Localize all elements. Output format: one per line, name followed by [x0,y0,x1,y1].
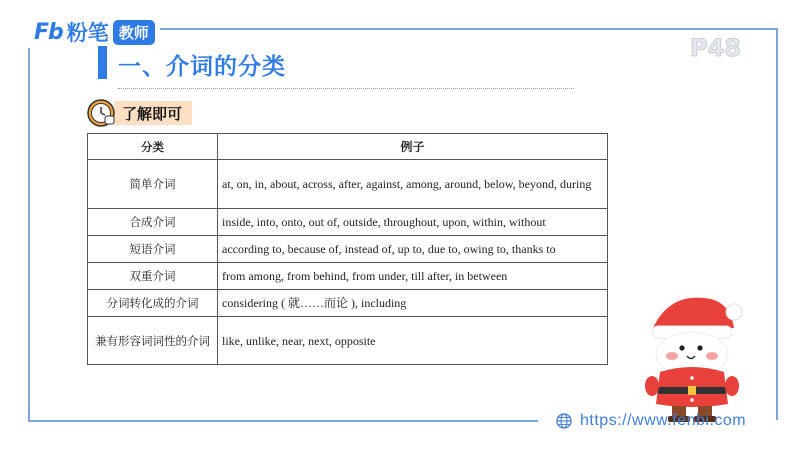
row-examples: inside, into, onto, out of, outside, throughout, upon, within, without [218,209,608,236]
row-category: 简单介词 [88,160,218,209]
tag-label: 了解即可 [114,101,192,125]
row-category: 短语介词 [88,236,218,263]
row-category: 合成介词 [88,209,218,236]
website-url [556,412,746,430]
row-category: 双重介词 [88,263,218,290]
frame-top-line [160,28,777,30]
header-examples: 例子 [218,134,608,160]
row-category: 分词转化成的介词 [88,290,218,317]
page-title: 一、介词的分类 [118,54,286,80]
table-row [88,317,608,365]
globe-icon [556,413,572,429]
table-header-row [88,134,608,160]
preposition-table [87,133,608,365]
row-category: 兼有形容词词性的介词 [88,317,218,365]
tag [86,98,192,128]
page-number: P48 [690,34,741,62]
brand-logo [34,18,155,46]
row-examples: at, on, in, about, across, after, against, among, around, below, beyond, during [218,160,608,209]
row-examples: according to, because of, instead of, up to, due to, owing to, thanks to [218,236,608,263]
brand-badge: 教师 [113,20,155,45]
title-accent-bar [98,46,107,79]
title-divider [118,88,574,89]
table-row [88,160,608,209]
header-category: 分类 [88,134,218,160]
row-examples: like, unlike, near, next, opposite [218,317,608,365]
row-examples: from among, from behind, from under, till after, in between [218,263,608,290]
table-row [88,236,608,263]
brand-name: 粉笔 [66,21,109,45]
brand-mark: Fb [34,19,63,45]
table-row [88,263,608,290]
frame-right-line [776,28,778,420]
url-text: https://www.fenbi.com [580,412,747,429]
santa-mascot-illustration [638,288,748,424]
table-row [88,290,608,317]
frame-bottom-line [28,420,538,422]
table-row [88,209,608,236]
frame-left-line [28,48,30,420]
clock-icon [86,97,118,129]
row-examples: considering ( 就……而论 ), including [218,290,608,317]
